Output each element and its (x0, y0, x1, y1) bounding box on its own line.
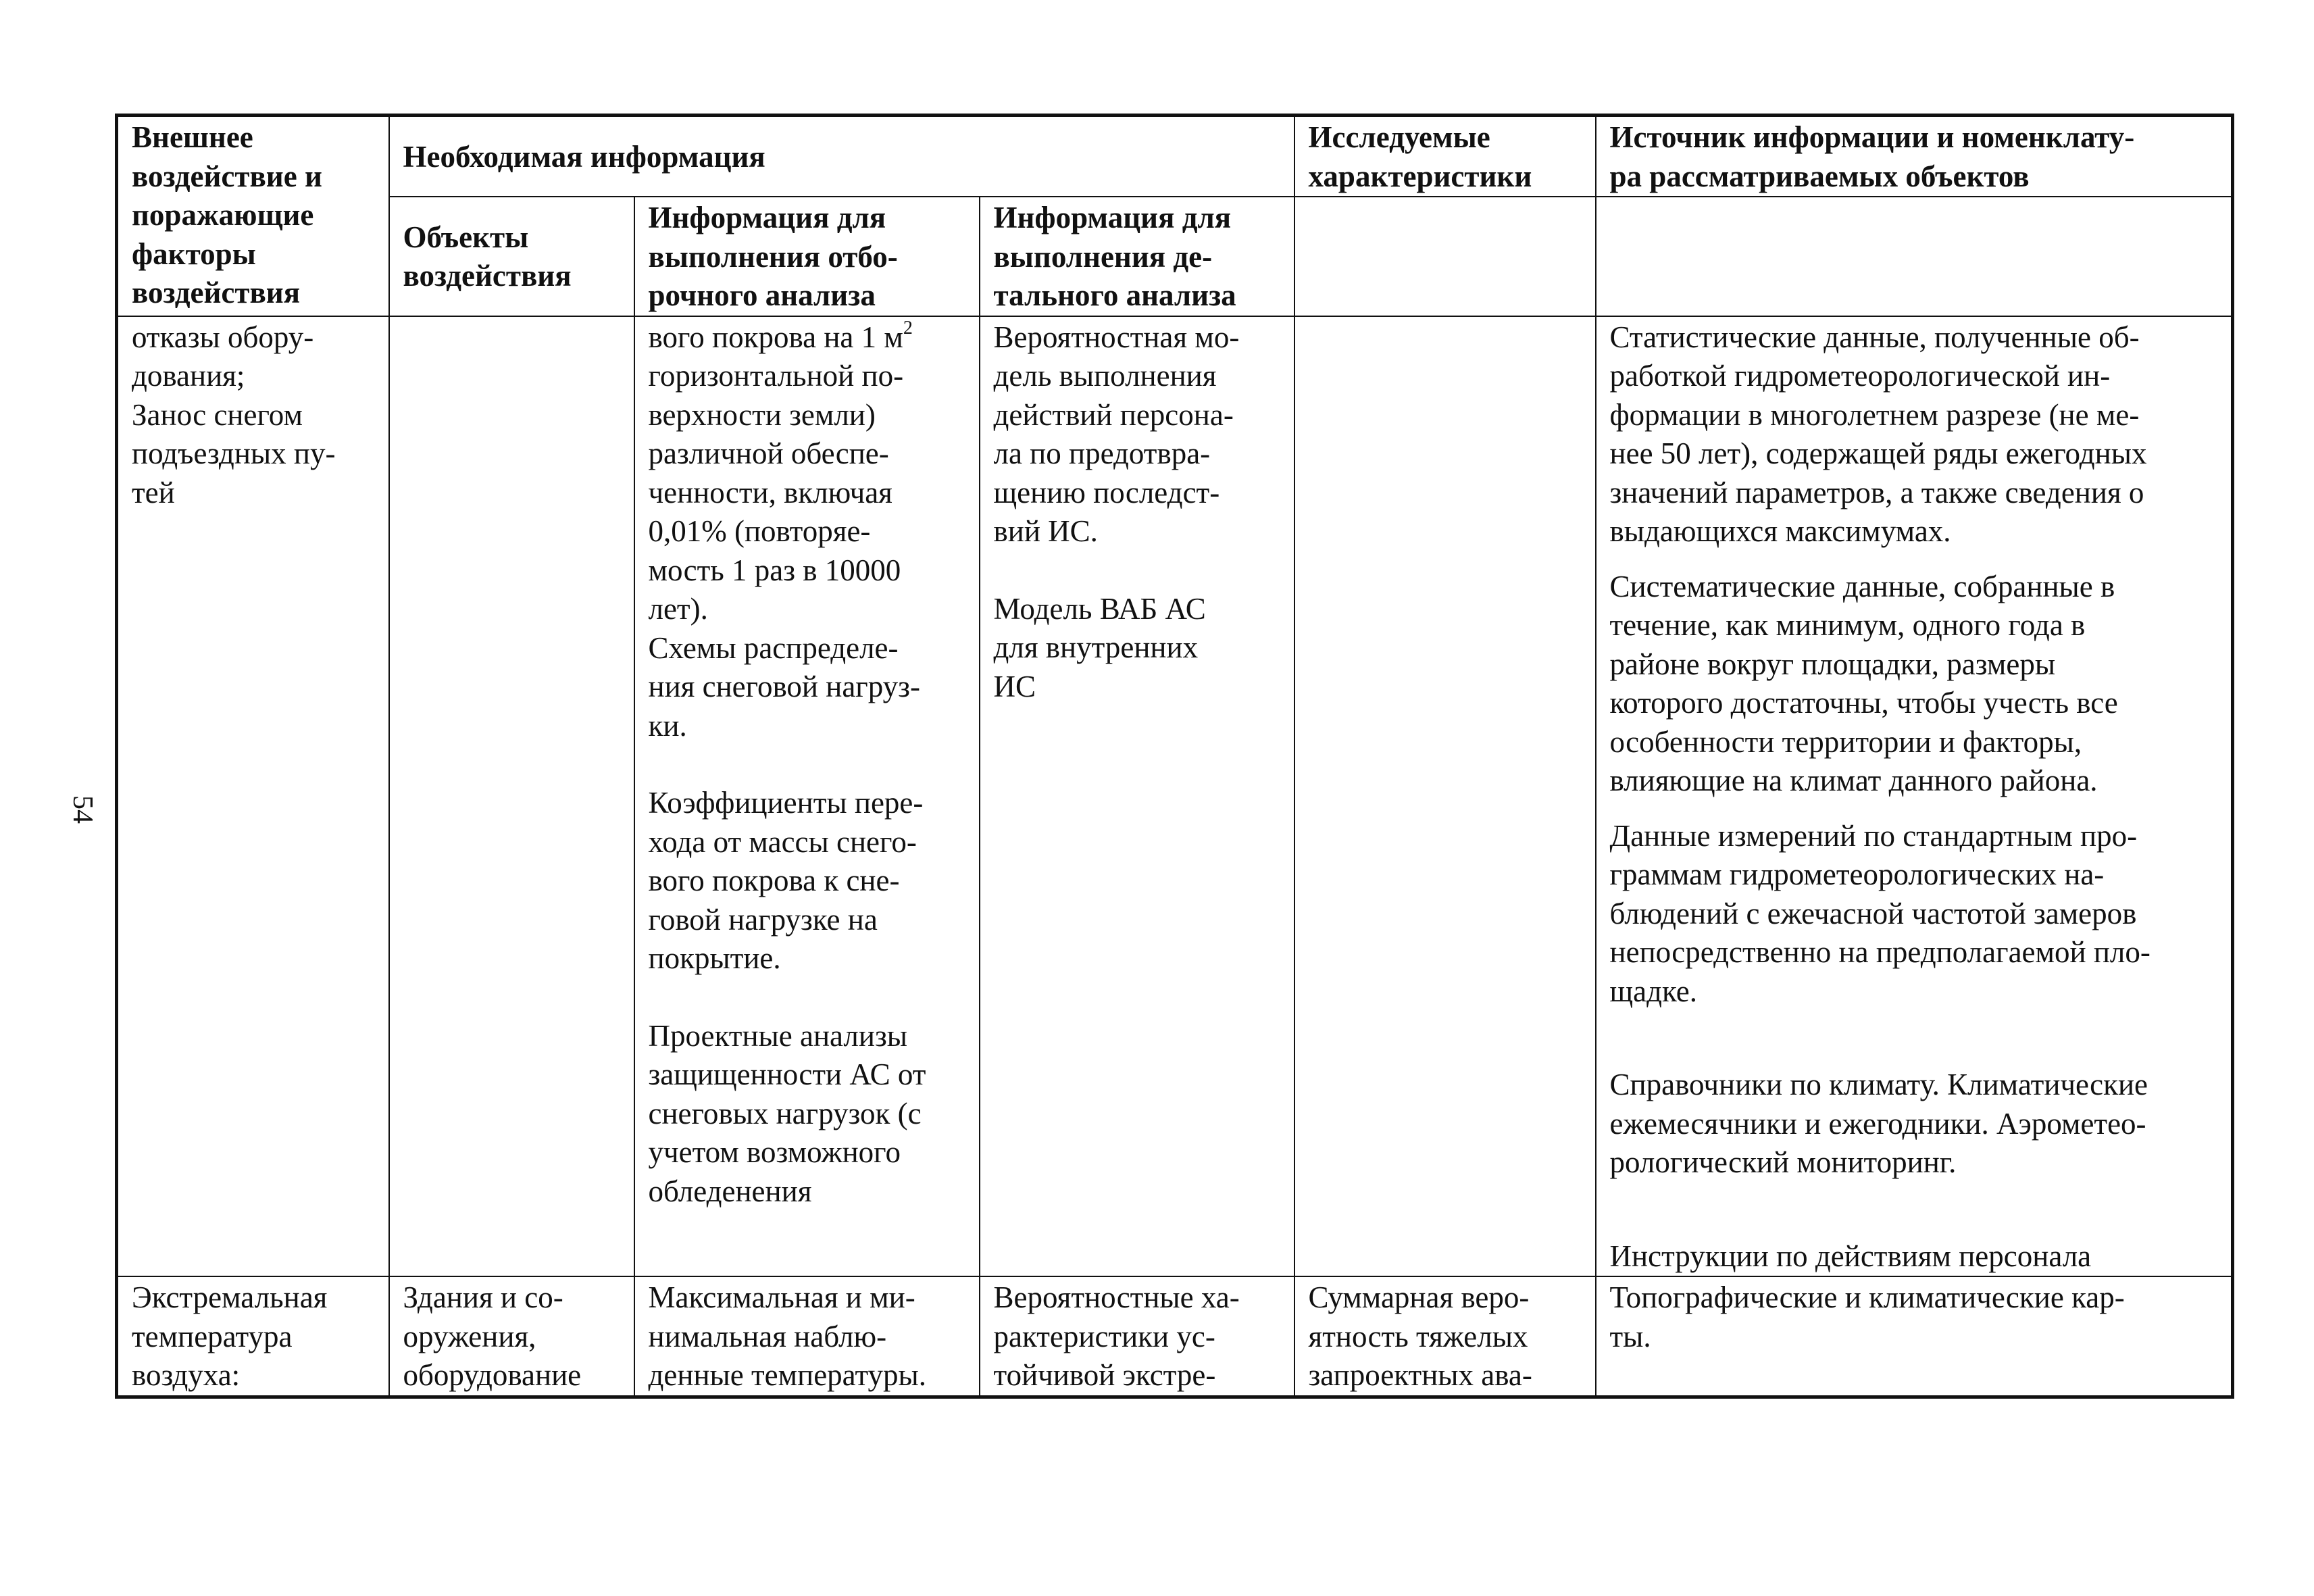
cell-screening: вого покрова на 1 $м^2$ горизонтальной по- верхности земли) различной обеспе- ченности, включая 0,01% (повторяе- мость 1 раз в 10000 лет). Схемы распределе- ния снеговой нагруз- ки. Коэффициенты пере- хода от массы снего- вого покрова к сне- говой нагрузке на покрытие. Проектные анализы защищенности АС от снеговых нагрузок (с учетом возможного обледенения (634, 316, 980, 1277)
source-paragraph: Данные измерений по стандартным про- граммам гидрометеорологических на- блюдений с ежечасной частотой замеров непосредственно на предполагаемой пло- щадке. (1609, 818, 2150, 1008)
header-required-info: Необходимая информация (389, 116, 1294, 197)
table-row-snow (117, 316, 2233, 1277)
cell-detailed: Вероятностная мо- дель выполнения действий персона- ла по предотвра- щению последст- вий ИС. Модель ВАБ АС для внутренних ИС (980, 316, 1294, 1277)
page-number: 54 (67, 795, 98, 824)
table-row-temperature (117, 1276, 2233, 1397)
cell-impact: Экстремальная температура воздуха: (117, 1276, 389, 1397)
source-paragraph: Статистические данные, полученные об- работкой гидрометеорологической ин- формации в многолетнем разрезе (не ме- нее 50 лет), содержащей ряды ежегодных значений параметров, а также сведения о выдающихся максимумах. (1609, 320, 2147, 548)
source-paragraph: Инструкции по действиям персонала (1609, 1239, 2092, 1273)
cell-objects (389, 316, 634, 1277)
cell-screening: Максимальная и ми- нимальная наблю- денные температуры. (634, 1276, 980, 1397)
header-detailed-info: Информация для выполнения де- тального анализа (980, 197, 1294, 316)
header-row-1 (117, 116, 2233, 197)
cell-objects: Здания и со- оружения, оборудование (389, 1276, 634, 1397)
header-row-2 (117, 197, 2233, 316)
cell-characteristics: Суммарная веро- ятность тяжелых запроектных ава- (1294, 1276, 1596, 1397)
hazard-info-table (115, 114, 2234, 1399)
source-paragraph: Систематические данные, собранные в течение, как минимум, одного года в районе вокруг площадки, размеры которого достаточны, чтобы учесть все особенности территории и факторы, влияющие на климат данного района. (1609, 569, 2118, 797)
header-external-impact: Внешнее воздействие и поражающие факторы воздействия (117, 116, 389, 316)
cell-source: Топографические и климатические кар- ты. (1596, 1276, 2233, 1397)
empty-header-cell (1294, 197, 1596, 316)
cell-detailed: Вероятностные ха- рактеристики ус- тойчивой экстре- (980, 1276, 1294, 1397)
cell-source (1596, 316, 2233, 1277)
cell-characteristics (1294, 316, 1596, 1277)
empty-header-cell (1596, 197, 2233, 316)
header-objects: Объекты воздействия (389, 197, 634, 316)
cell-impact: отказы обору- дования; Занос снегом подъездных пу- тей (117, 316, 389, 1277)
header-screening-info: Информация для выполнения отбо- рочного анализа (634, 197, 980, 316)
header-characteristics: Исследуемые характеристики (1294, 116, 1596, 197)
source-paragraph: Справочники по климату. Климатические ежемесячники и ежегодники. Аэрометео- рологический мониторинг. (1609, 1068, 2148, 1179)
header-source: Источник информации и номенклату- ра рассматриваемых объектов (1596, 116, 2233, 197)
